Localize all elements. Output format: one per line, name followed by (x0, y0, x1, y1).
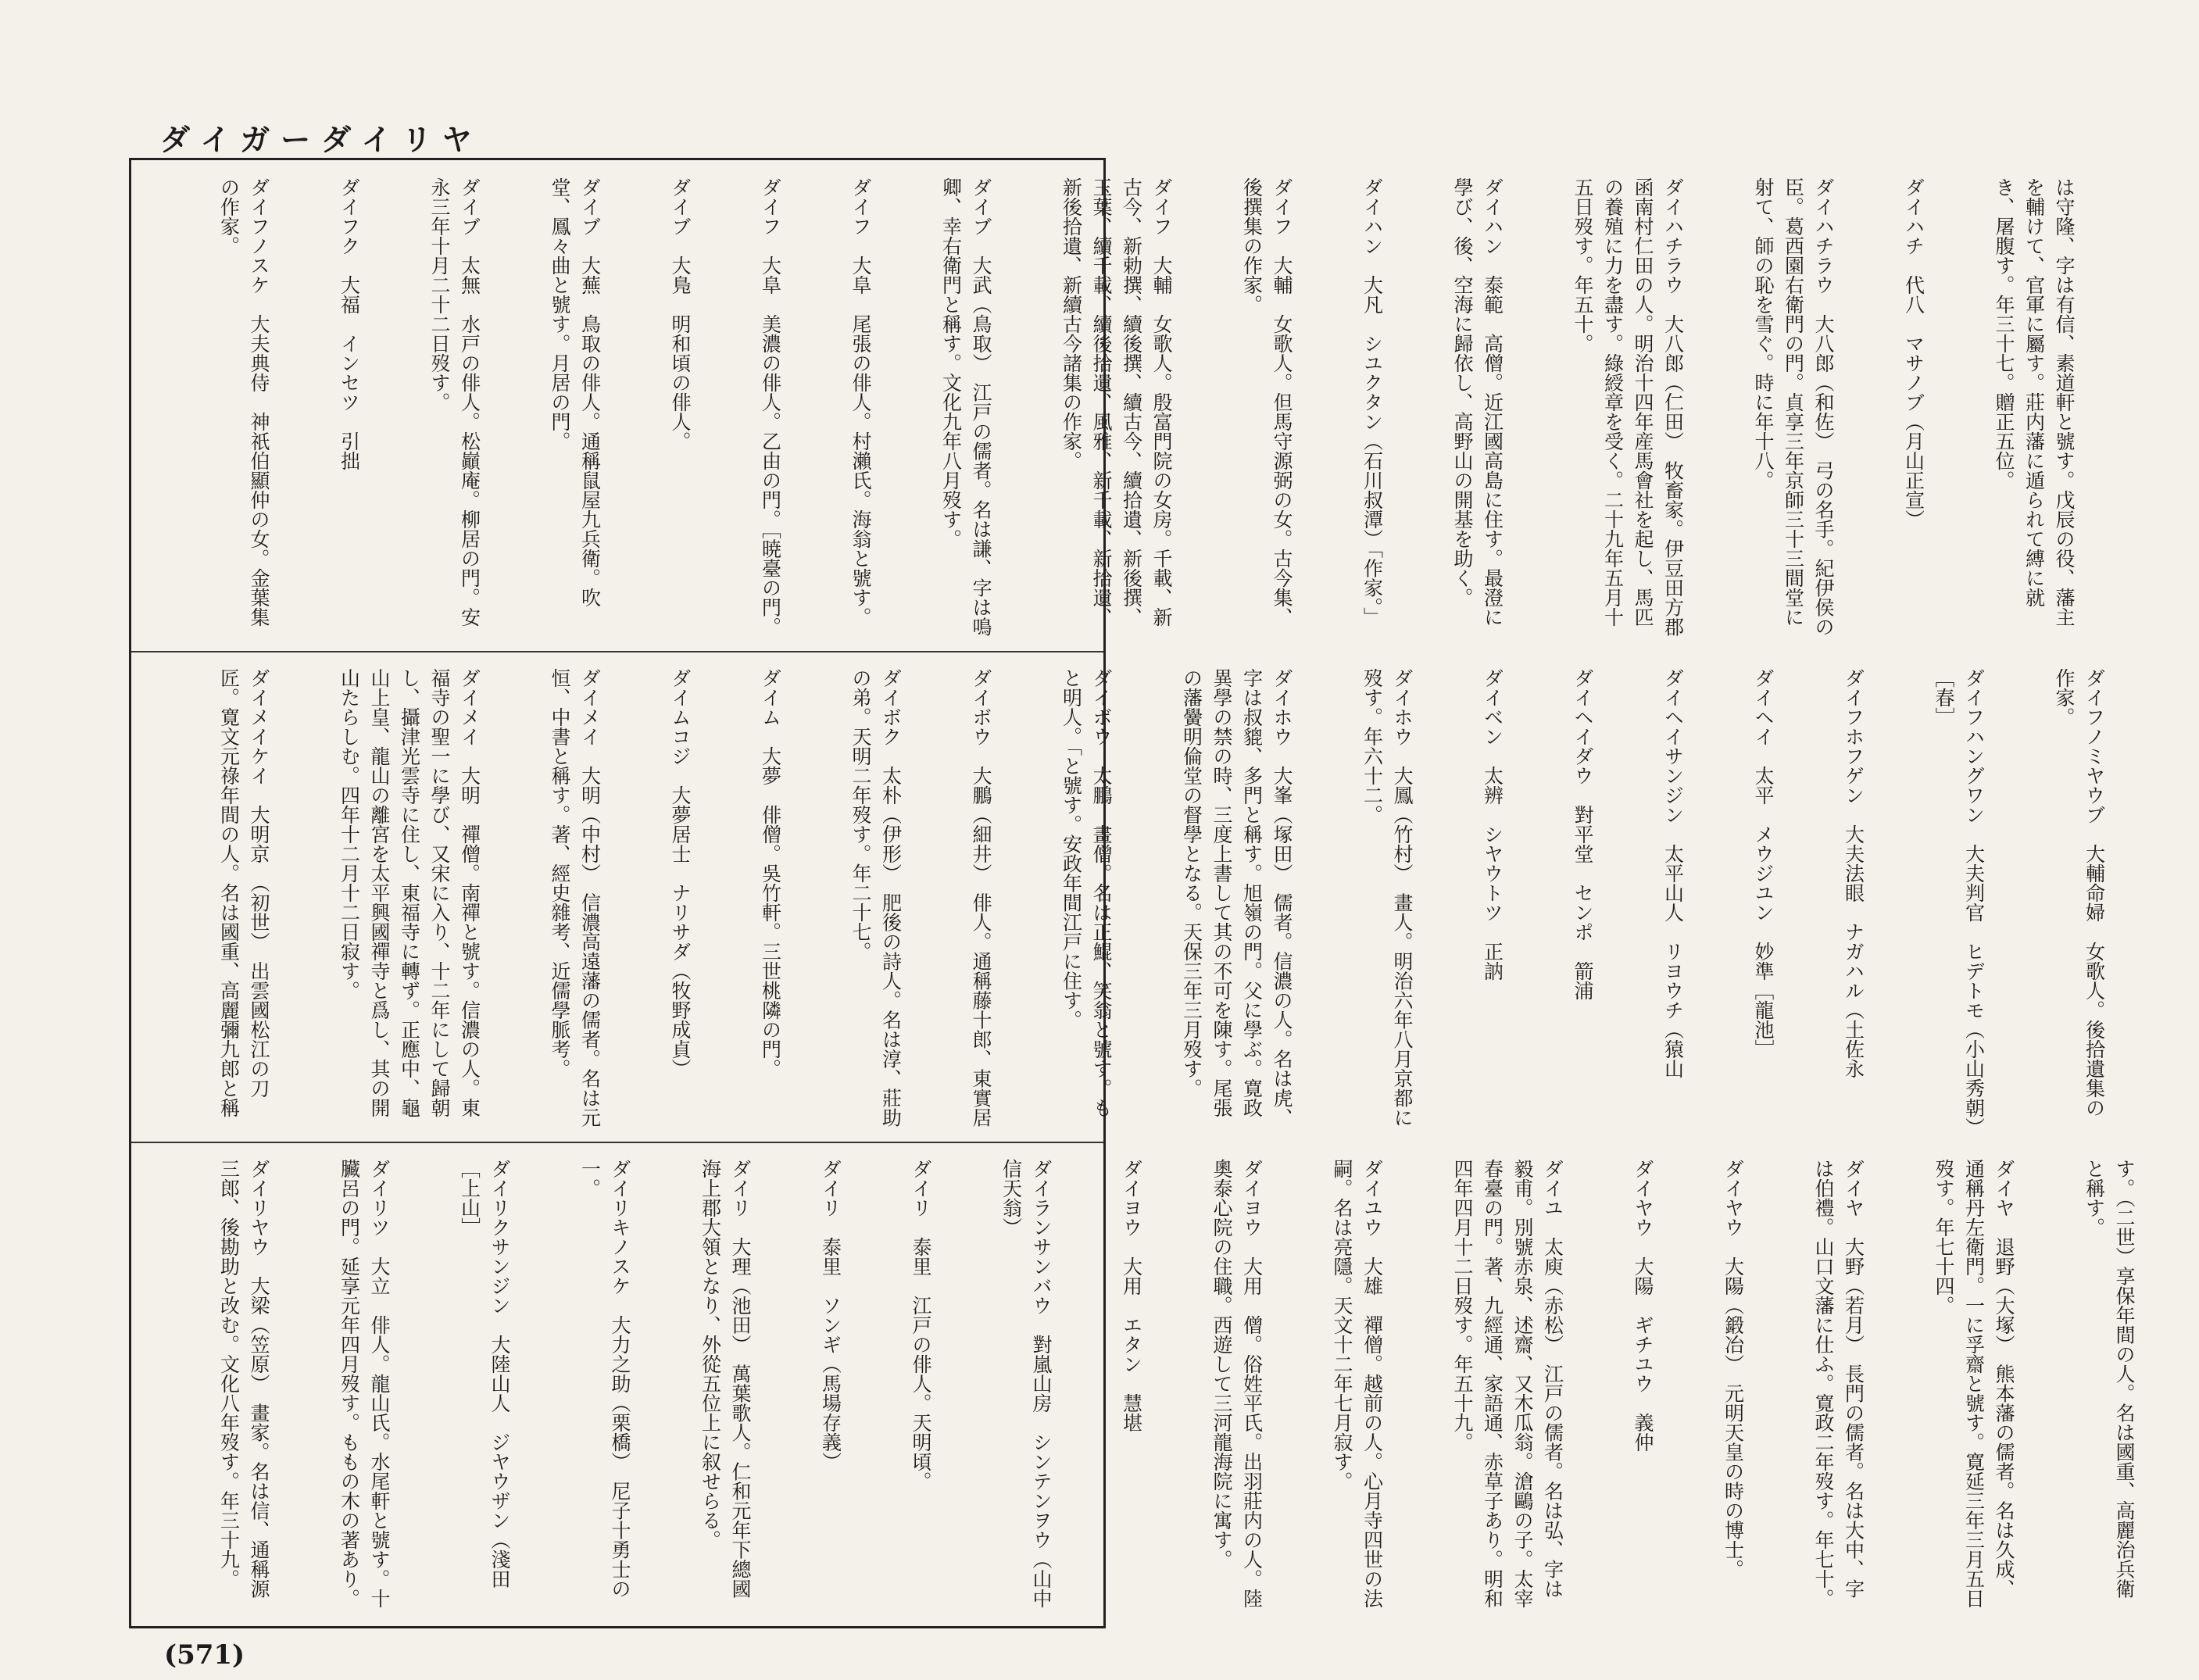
page-header: ダイガーダイリヤ (160, 123, 483, 157)
entry: ダイヤ 退野（大塚） 熊本藩の儒者。名は久成、通稱丹左衛門。一に孚齋と號す。寛延三年三月五日歿す。年七十四。 (1933, 1159, 2015, 1608)
entry: ダイホウ 大峯（塚田） 儒者。信濃の人。名は虎、字は叔貔、多門と稱す。旭嶺の門。父に學ぶ。寛政異學の禁の時、三度上書して其の不可を陳す。尾張の藩黌明倫堂の督學となる。天保三年三月歿す。 (1180, 668, 1293, 1128)
entry: ダイリヤウ 大梁（笠原） 畫家。名は信、通稱源三郎、後勘助と改む。文化八年歿す。年三十九。 (217, 1159, 270, 1599)
entry: ダイハチラウ 大八郎（仁田） 牧畜家。伊豆田方郡函南村仁田の人。明治十四年産馬會社を起し、馬匹の養殖に力を盡す。綠綬章を受く。二十九年五月十五日歿す。年五十。 (1571, 177, 1685, 637)
entry: ダイフハングワン 大夫判官 ヒデトモ（小山秀朝）［春］ (1933, 668, 1986, 1128)
entry: ダイユ 太庾（赤松） 江戸の儒者。名は弘、字は毅甫。別號赤泉、述齋、又木瓜翁。滄鷗の子。太宰春臺の門。著、九經通、家語通、赤草子あり。明和四年四月十二日歿す。年五十九。 (1451, 1159, 1564, 1608)
entry: ダイヤウ 大陽 ギチユウ 義仲 (1632, 1159, 1654, 1452)
band-bottom (131, 1142, 2136, 1626)
entry: ダイム 大夢 俳僧。吳竹軒。三世桃隣の門。 (759, 668, 782, 1078)
entry: ダイホウ 大鳳（竹村） 畫人。明治六年八月京都に歿す。年六十二。 (1361, 668, 1414, 1128)
entry: ダイヨウ 大用 僧。俗姓平氏。出羽莊内の人。陸奧泰心院の住職。西遊して三河龍海院に寓す。 (1210, 1159, 1264, 1608)
entry: ダイベン 太辨 シヤウトツ 正訥 (1481, 668, 1504, 981)
entry: ダイハチラウ 大八郎（和佐） 弓の名手。紀伊侯の臣。葛西園右衛門の門。貞享三年京師三十三間堂に射て、師の恥を雪ぐ。時に年十八。 (1752, 177, 1835, 637)
entry: ダイボク 太朴（伊形） 肥後の詩人。名は淳、莊助の弟。天明二年歿す。年二十七。 (849, 668, 903, 1128)
entry: ダイフノミヤウブ 大輔命婦 女歌人。後拾遺集の作家。 (2053, 668, 2106, 1117)
entry: ダイハン 泰範 高僧。近江國高島に住す。最澄に學び、後、空海に歸依し、高野山の開基を助く。 (1451, 177, 1504, 627)
entry: ダイブ 大鳬 明和頃の俳人。 (669, 177, 692, 451)
entry: ダイリ 泰里 江戸の俳人。天明頃。 (910, 1159, 932, 1491)
entry: ダイブ 太無 水戸の俳人。松巓庵。柳居の門。安永三年十月二十二日歿す。 (428, 177, 481, 627)
entries-column (153, 177, 2139, 640)
entry: ダイランサンバウ 對嵐山房 シンテンヲウ（山中信天翁） (999, 1159, 1053, 1608)
entry: ダイフ 大阜 美濃の俳人。乙由の門。［暁臺の門。 (759, 177, 782, 637)
entry: ダイヨウ 大用 エタン 慧堪 (1120, 1159, 1143, 1432)
entry: ダイブ 大武（鳥取） 江戸の儒者。名は謙、字は鳴卿、幸右衛門と稱す。文化九年八月歿す。 (939, 177, 992, 637)
entry: ダイフ 大輔 女歌人。但馬守源弼の女。古今集、後撰集の作家。 (1240, 177, 1293, 627)
entry: ダイフ 大輔 女歌人。殷富門院の女房。千載、新古今、新勅撰、續後撰、續古今、續拾遺、新後撰、玉葉、續千載、續後拾遺、風雅、新千載、新拾遺、新後拾遺、新續古今諸集の作家。 (1060, 177, 1173, 627)
entry: ダイヘイ 太平 メウジユン 妙準［龍池］ (1752, 668, 1775, 1059)
entry: ダイリクサンジン 大陸山人 ジヤウザン（淺田［上山］ (458, 1159, 511, 1589)
entry: ダイフク 大福 インセツ 引拙 (338, 177, 361, 470)
page-number: (571) (164, 1639, 245, 1671)
entry: ダイヘイサンジン 太平山人 リヨウチ（猿山 (1661, 668, 1685, 1078)
entries-column (153, 668, 2169, 1131)
entries-column (153, 1159, 2199, 1615)
entry: ダイボウ 大鵬（細井） 俳人。通稱藤十郎、東實居 (970, 668, 992, 1128)
entry: ダイヘイダウ 對平堂 センポ 箭浦 (1571, 668, 1594, 1000)
entry: す。（二世）享保年間の人。名は國重、高麗治兵衛と稱す。 (2083, 1159, 2136, 1599)
entry: ダイフノスケ 大夫典侍 神祇伯顯仲の女。金葉集の作家。 (217, 177, 270, 627)
entry: ダイハチ 代八 マサノブ（月山正宣） (1902, 177, 1925, 529)
entry: ダイリキノスケ 大力之助（栗橋） 尼子十勇士の一。 (578, 1159, 631, 1599)
entry: ダイフホフゲン 大夫法眼 ナガハル（土佐永 (1842, 668, 1865, 1078)
band-top (131, 160, 2076, 651)
entry: ダイユウ 大雄 禪僧。越前の人。心月寺四世の法嗣。名は亮隱。天文十二年七月寂す。 (1331, 1159, 1384, 1608)
entry: ダイメイ 大明 禪僧。南禪と號す。信濃の人。東福寺の聖一に學び、又宋に入り、十二年にして歸朝し、攝津光雲寺に住し、東福寺に轉ず。正應中、龜山上皇、龍山の離宮を太平興國禪寺と爲し、其の開山たらしむ。四年十二月十二日寂す。 (338, 668, 481, 1117)
entry: ダイメイ 大明（中村） 信濃高遠藩の儒者。名は元恒、中書と稱す。著、經史雜考、近儒學脈考。 (549, 668, 602, 1128)
entry: ダイボウ 太鵬 畫僧。名は正鯤、笑翁と號す。もと明人。「と號す。安政年間江戸に住す。 (1060, 668, 1113, 1117)
entry: ダイリ 泰里 ソンギ（馬場存義） (819, 1159, 842, 1471)
entry: ダイヤ 大野（若月） 長門の儒者。名は大中、字は伯禮。山口文藩に仕ふ。寛政二年歿す。年七十。 (1812, 1159, 1865, 1608)
entry: ダイメイケイ 大明京 （初世） 出雲國松江の刀匠。寛文元祿年間の人。名は國重、高麗彌九郎と稱 (217, 668, 270, 1117)
entry: ダイブ 大蕪 鳥取の俳人。通稱鼠屋九兵衛。吹堂、鳳々曲と號す。月居の門。 (549, 177, 602, 607)
entry: ダイリツ 大立 俳人。龍山氏。水尾軒と號す。十臟呂の門。延享元年四月歿す。ももの木の著あり。 (338, 1159, 391, 1608)
entry: ダイハン 大凡 シユクタン（石川叔潭）「作家。」 (1361, 177, 1384, 627)
band-middle (131, 651, 2106, 1142)
entry: ダイリ 大理（池田） 萬葉歌人。仁和元年下總國海上郡大領となり、外從五位上に叙せらる。 (699, 1159, 752, 1599)
entry: ダイフ 大阜 尾張の俳人。村瀨氏。海翁と號す。 (849, 177, 872, 627)
entry: ダイヤウ 大陽（鍛冶） 元明天皇の時の博士。 (1722, 1159, 1745, 1579)
dictionary-frame (129, 158, 2136, 1628)
entry: は守隆、字は有信、素道軒と號す。戊辰の役、藩主を輔けて、官軍に屬す。莊内藩に遁られて縛に就き、屠腹す。年三十七。贈正五位。 (1993, 177, 2076, 627)
entry: ダイムコジ 大夢居士 ナリサダ（牧野成貞） (669, 668, 692, 1078)
